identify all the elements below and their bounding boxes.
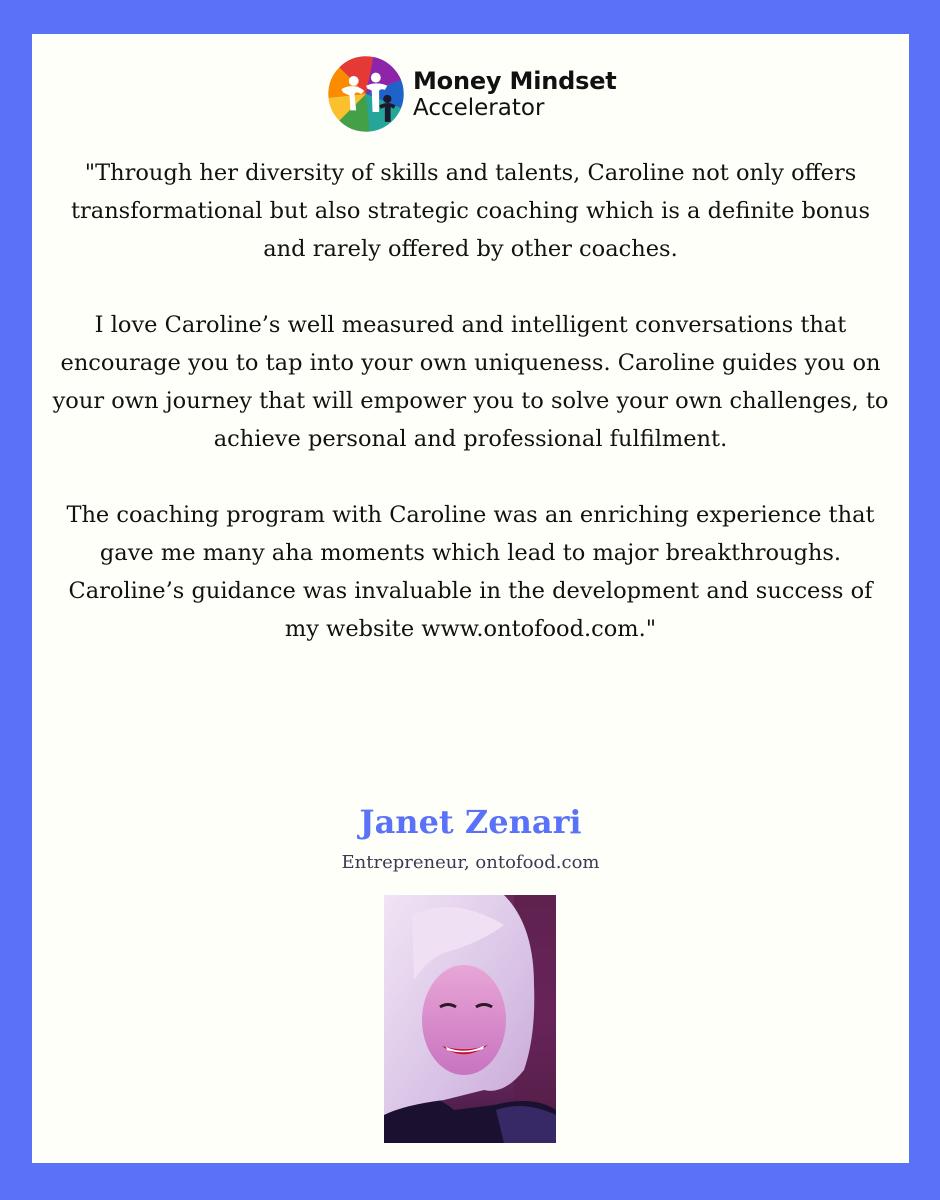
- author-portrait: [384, 895, 556, 1143]
- testimonial-quote: [52, 154, 889, 648]
- brand-wordmark: [413, 66, 617, 121]
- quote-paragraph-1: "Through her diversity of skills and talents, Caroline not only offers transformational but also strategic coaching which is a definite bonus and rarely offered by other coaches.: [70, 160, 871, 262]
- quote-paragraph-2: I love Caroline’s well measured and intelligent conversations that encourage you to tap into your own uniqueness. Caroline guides you on your own journey that will empower you to solve your own challenges, to achieve personal and professional fulfilment.: [52, 312, 889, 452]
- testimonial-card: [32, 34, 909, 1163]
- brand-name-line2: Accelerator: [413, 94, 545, 121]
- quote-paragraph-3: The coaching program with Caroline was an enriching experience that gave me many aha moments which lead to major breakthroughs. Caroline’s guidance was invaluable in the development and success of my website www.ontofood.com.": [66, 502, 875, 642]
- author-title: Entrepreneur, ontofood.com: [341, 852, 600, 873]
- brand-logo: [325, 53, 617, 135]
- author-name: Janet Zenari: [359, 803, 582, 841]
- brand-name-line1: Money Mindset: [413, 66, 617, 95]
- people-circle-logo-icon: [325, 53, 407, 135]
